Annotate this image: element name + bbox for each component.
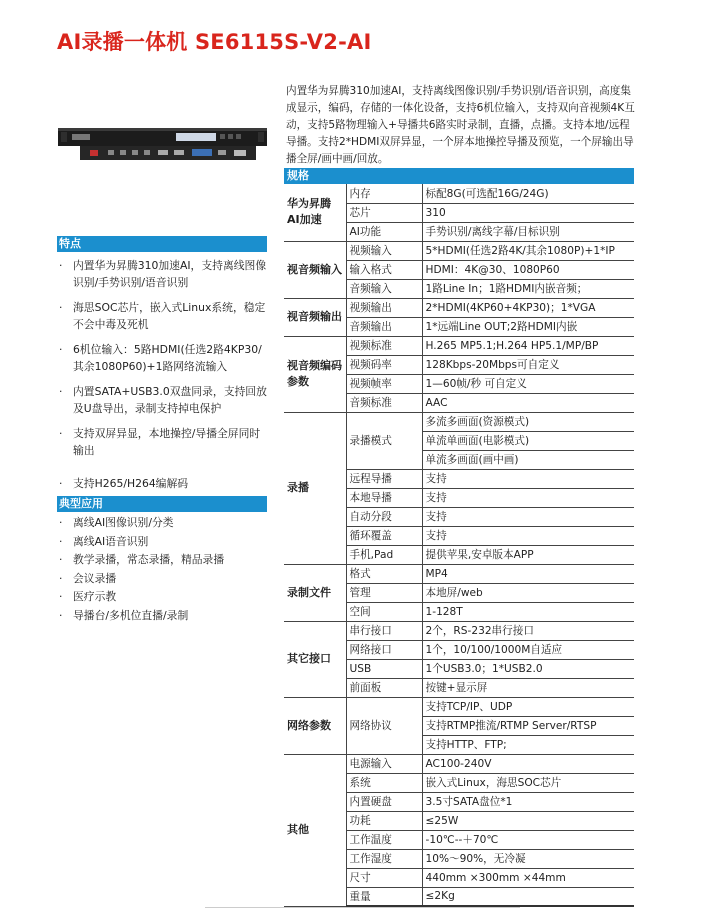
spec-value: 1—60帧/秒 可自定义 — [422, 374, 634, 393]
spec-value: 支持 — [422, 526, 634, 545]
spec-group-name: 视音频输入 — [284, 241, 346, 298]
spec-value: 支持RTMP推流/RTMP Server/RTSP — [422, 716, 634, 735]
spec-key: 视频标准 — [346, 336, 422, 355]
spec-group-name: 录播 — [284, 412, 346, 564]
spec-key: 空间 — [346, 602, 422, 621]
spec-value: 5*HDMI(任选2路4K/其余1080P)+1*IP — [422, 241, 634, 260]
spec-value: AAC — [422, 393, 634, 412]
applications-list — [57, 514, 269, 626]
spec-value: 标配8G(可选配16G/24G) — [422, 184, 634, 203]
spec-key: 网络协议 — [346, 697, 422, 754]
spec-key: 电源输入 — [346, 754, 422, 773]
spec-value: 提供苹果,安卓版本APP — [422, 545, 634, 564]
spec-key: 内存 — [346, 184, 422, 203]
spec-value: 1-128T — [422, 602, 634, 621]
spec-key: 手机,Pad — [346, 545, 422, 564]
spec-value: -10℃--＋70℃ — [422, 830, 634, 849]
list-item: · 离线AI图像识别/分类 — [57, 514, 269, 533]
bullet-icon: · — [59, 477, 63, 490]
bullet-icon: · — [59, 343, 63, 356]
spec-value: 3.5寸SATA盘位*1 — [422, 792, 634, 811]
spec-value: 手势识别/离线字幕/目标识别 — [422, 222, 634, 241]
list-item: · 离线AI语音识别 — [57, 533, 269, 552]
spec-key: 工作温度 — [346, 830, 422, 849]
spec-value: 按键+显示屏 — [422, 678, 634, 697]
table-row — [284, 697, 634, 716]
bullet-icon: · — [59, 259, 63, 272]
spec-value: 1个，10/100/1000M自适应 — [422, 640, 634, 659]
spec-key: 视频帧率 — [346, 374, 422, 393]
table-row — [284, 184, 634, 203]
spec-key: 本地导播 — [346, 488, 422, 507]
spec-key: 远程导播 — [346, 469, 422, 488]
spec-value: 1*远端Line OUT;2路HDMI内嵌 — [422, 317, 634, 336]
spec-key: 录播模式 — [346, 412, 422, 469]
intro-text: 内置华为昇腾310加速AI，支持离线图像识别/手势识别/语音识别，高度集成显示，编码，存储的一体化设备，支持6机位输入，支持双向音视频4K互动，支持5路物理输入+导播共6路实时录制，直播，点播。支持本地/远程导播。支持2*HDMI双屏异显，一个屏本地操控导播及预览，一个屏输出导播全屏/画中画/回放。 — [286, 85, 635, 165]
spec-value: 1个USB3.0；1*USB2.0 — [422, 659, 634, 678]
spec-value: 2个，RS-232串行接口 — [422, 621, 634, 640]
spec-group-name: 华为昇腾AI加速 — [284, 184, 346, 241]
bullet-icon: · — [59, 553, 63, 567]
spec-value: 支持 — [422, 488, 634, 507]
spec-value: 支持 — [422, 507, 634, 526]
spec-key: 格式 — [346, 564, 422, 583]
spec-key: 自动分段 — [346, 507, 422, 526]
list-item: · 6机位输入：5路HDMI(任选2路4KP30/其余1080P60)+1路网络流输入 — [59, 343, 262, 373]
bullet-icon: · — [59, 608, 63, 622]
device-product-image — [58, 128, 267, 160]
table-row — [284, 241, 634, 260]
footer-divider — [205, 907, 520, 908]
spec-value: ≤2Kg — [422, 887, 634, 906]
spec-key: 视频输入 — [346, 241, 422, 260]
spec-key: 重量 — [346, 887, 422, 906]
spec-value: 多流多画面(资源模式) — [422, 412, 634, 431]
spec-value: 支持HTTP、FTP; — [422, 735, 634, 754]
spec-key: 尺寸 — [346, 868, 422, 887]
spec-key: 视频输出 — [346, 298, 422, 317]
spec-key: 工作湿度 — [346, 849, 422, 868]
features-list — [57, 257, 269, 492]
spec-value: 单流多画面(画中画) — [422, 450, 634, 469]
spec-value: HDMI：4K@30、1080P60 — [422, 260, 634, 279]
list-item: · 教学录播，常态录播，精品录播 — [57, 551, 269, 570]
spec-value: 1路Line In；1路HDMI内嵌音频； — [422, 279, 634, 298]
spec-group-name: 视音频编码参数 — [284, 336, 346, 412]
spec-group-name: 视音频输出 — [284, 298, 346, 336]
spec-group-name: 其他 — [284, 754, 346, 906]
spec-value: 嵌入式Linux，海思SOC芯片 — [422, 773, 634, 792]
table-row — [284, 621, 634, 640]
spec-key: 音频输入 — [346, 279, 422, 298]
spec-key: 输入格式 — [346, 260, 422, 279]
spec-value: 10%～90%，无冷凝 — [422, 849, 634, 868]
list-item: · 支持H265/H264编解码 — [59, 477, 189, 490]
list-item: · 内置华为昇腾310加速AI，支持离线图像识别/手势识别/语音识别 — [59, 259, 267, 289]
spec-value: 单流单画面(电影模式) — [422, 431, 634, 450]
spec-table — [284, 184, 634, 907]
spec-key: USB — [346, 659, 422, 678]
spec-group-name: 其它接口 — [284, 621, 346, 697]
spec-value: 128Kbps-20Mbps可自定义 — [422, 355, 634, 374]
spec-value: 440mm ×300mm ×44mm — [422, 868, 634, 887]
list-item: · 医疗示教 — [57, 588, 269, 607]
spec-group-name: 录制文件 — [284, 564, 346, 621]
page-title: AI录播一体机 SE6115S-V2-AI — [57, 30, 372, 54]
spec-key: AI功能 — [346, 222, 422, 241]
table-row — [284, 754, 634, 773]
spec-key: 功耗 — [346, 811, 422, 830]
applications-heading: 典型应用 — [57, 496, 267, 512]
bullet-icon: · — [59, 301, 63, 314]
spec-value: 310 — [422, 203, 634, 222]
bullet-icon: · — [59, 571, 63, 585]
bullet-icon: · — [59, 427, 63, 440]
spec-key: 系统 — [346, 773, 422, 792]
spec-key: 视频码率 — [346, 355, 422, 374]
list-item: · 海思SOC芯片，嵌入式Linux系统，稳定不会中毒及死机 — [59, 301, 266, 331]
spec-value: 本地屏/web — [422, 583, 634, 602]
table-row — [284, 298, 634, 317]
bullet-icon: · — [59, 516, 63, 529]
spec-key: 音频输出 — [346, 317, 422, 336]
spec-key: 前面板 — [346, 678, 422, 697]
spec-key: 管理 — [346, 583, 422, 602]
table-row — [284, 564, 634, 583]
list-item: · 导播台/多机位直播/录制 — [57, 607, 269, 626]
bullet-icon: · — [59, 385, 63, 398]
bullet-icon: · — [59, 534, 63, 548]
spec-value: 2*HDMI(4KP60+4KP30)；1*VGA — [422, 298, 634, 317]
table-row — [284, 336, 634, 355]
spec-key: 循环覆盖 — [346, 526, 422, 545]
spec-key: 网络接口 — [346, 640, 422, 659]
specs-heading: 规格 — [284, 168, 634, 184]
spec-key: 内置硬盘 — [346, 792, 422, 811]
spec-key: 串行接口 — [346, 621, 422, 640]
spec-key: 芯片 — [346, 203, 422, 222]
list-item: · 会议录播 — [57, 570, 269, 589]
spec-value: MP4 — [422, 564, 634, 583]
features-heading: 特点 — [57, 236, 267, 252]
list-item: · 内置SATA+USB3.0双盘同录，支持回放及U盘导出，录制支持掉电保护 — [59, 385, 267, 415]
list-item: · 支持双屏异显，本地操控/导播全屏同时输出 — [59, 427, 261, 457]
spec-value: 支持 — [422, 469, 634, 488]
spec-value: AC100-240V — [422, 754, 634, 773]
spec-value: ≤25W — [422, 811, 634, 830]
spec-value: 支持TCP/IP、UDP — [422, 697, 634, 716]
spec-value: H.265 MP5.1;H.264 HP5.1/MP/BP — [422, 336, 634, 355]
spec-key: 音频标准 — [346, 393, 422, 412]
bullet-icon: · — [59, 590, 63, 604]
table-row — [284, 412, 634, 431]
spec-group-name: 网络参数 — [284, 697, 346, 754]
